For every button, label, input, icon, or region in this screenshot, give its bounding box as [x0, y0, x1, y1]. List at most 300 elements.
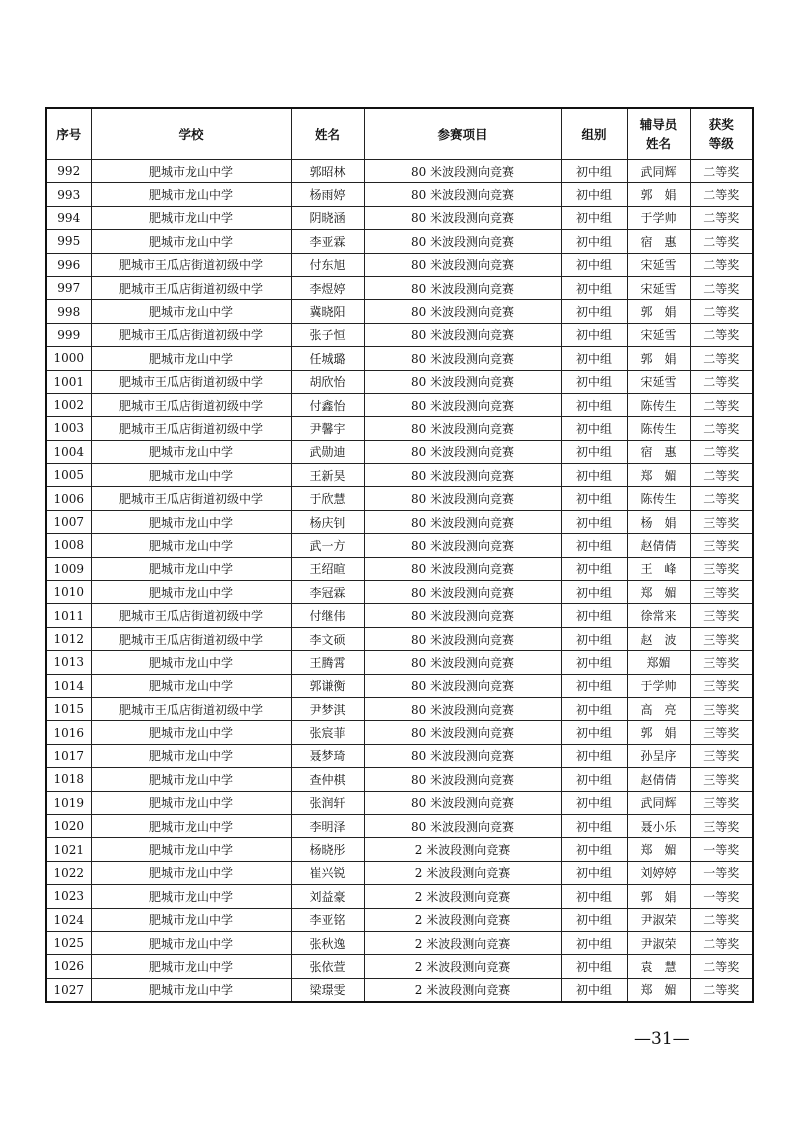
cell-award: 二等奖	[690, 300, 753, 323]
cell-school: 肥城市龙山中学	[91, 160, 291, 183]
cell-index: 1022	[46, 861, 91, 884]
cell-school: 肥城市王瓜店街道初级中学	[91, 370, 291, 393]
cell-school: 肥城市龙山中学	[91, 183, 291, 206]
cell-group: 初中组	[561, 604, 627, 627]
table-row	[46, 651, 753, 674]
cell-group: 初中组	[561, 510, 627, 533]
cell-index: 1021	[46, 838, 91, 861]
cell-school: 肥城市王瓜店街道初级中学	[91, 393, 291, 416]
cell-name: 崔兴锐	[291, 861, 364, 884]
header-award-line1: 获奖	[708, 117, 734, 132]
cell-school: 肥城市龙山中学	[91, 978, 291, 1002]
cell-name: 武勋迪	[291, 440, 364, 463]
awards-table	[45, 107, 754, 1003]
cell-name: 付继伟	[291, 604, 364, 627]
cell-school: 肥城市龙山中学	[91, 838, 291, 861]
cell-award: 三等奖	[690, 510, 753, 533]
cell-award: 二等奖	[690, 393, 753, 416]
cell-school: 肥城市龙山中学	[91, 768, 291, 791]
cell-award: 一等奖	[690, 861, 753, 884]
cell-index: 1026	[46, 955, 91, 978]
cell-name: 郭谦衡	[291, 674, 364, 697]
cell-name: 刘益豪	[291, 885, 364, 908]
cell-event: 80 米波段测向竞赛	[364, 791, 561, 814]
cell-name: 张润轩	[291, 791, 364, 814]
cell-name: 胡欣怡	[291, 370, 364, 393]
cell-event: 80 米波段测向竞赛	[364, 768, 561, 791]
table-row	[46, 721, 753, 744]
cell-award: 三等奖	[690, 768, 753, 791]
cell-school: 肥城市王瓜店街道初级中学	[91, 323, 291, 346]
cell-advisor: 尹淑荣	[627, 931, 690, 954]
table-row	[46, 908, 753, 931]
cell-group: 初中组	[561, 206, 627, 229]
table-row	[46, 674, 753, 697]
cell-award: 三等奖	[690, 814, 753, 837]
cell-index: 1013	[46, 651, 91, 674]
table-row	[46, 604, 753, 627]
cell-group: 初中组	[561, 955, 627, 978]
table-row	[46, 417, 753, 440]
cell-school: 肥城市龙山中学	[91, 651, 291, 674]
cell-event: 80 米波段测向竞赛	[364, 206, 561, 229]
cell-school: 肥城市龙山中学	[91, 931, 291, 954]
table-row	[46, 393, 753, 416]
cell-group: 初中组	[561, 464, 627, 487]
cell-advisor: 郭 娟	[627, 300, 690, 323]
cell-school: 肥城市龙山中学	[91, 955, 291, 978]
cell-event: 80 米波段测向竞赛	[364, 814, 561, 837]
table-row	[46, 557, 753, 580]
cell-school: 肥城市龙山中学	[91, 300, 291, 323]
cell-name: 李明泽	[291, 814, 364, 837]
cell-name: 张子恒	[291, 323, 364, 346]
cell-name: 武一方	[291, 534, 364, 557]
cell-award: 三等奖	[690, 581, 753, 604]
cell-advisor: 陈传生	[627, 417, 690, 440]
cell-advisor: 宋延雪	[627, 370, 690, 393]
cell-award: 三等奖	[690, 674, 753, 697]
header-advisor-line2: 姓名	[645, 136, 671, 151]
header-event: 参赛项目	[364, 108, 561, 160]
table-row	[46, 440, 753, 463]
cell-advisor: 杨 娟	[627, 510, 690, 533]
table-row	[46, 791, 753, 814]
cell-event: 2 米波段测向竞赛	[364, 838, 561, 861]
cell-index: 1005	[46, 464, 91, 487]
cell-advisor: 赵倩倩	[627, 768, 690, 791]
cell-advisor: 郑 媚	[627, 464, 690, 487]
cell-school: 肥城市王瓜店街道初级中学	[91, 697, 291, 720]
cell-group: 初中组	[561, 885, 627, 908]
cell-group: 初中组	[561, 674, 627, 697]
cell-index: 1002	[46, 393, 91, 416]
cell-group: 初中组	[561, 557, 627, 580]
table-row	[46, 931, 753, 954]
cell-event: 80 米波段测向竞赛	[364, 534, 561, 557]
cell-index: 1007	[46, 510, 91, 533]
cell-event: 80 米波段测向竞赛	[364, 183, 561, 206]
cell-index: 1003	[46, 417, 91, 440]
cell-index: 1016	[46, 721, 91, 744]
cell-index: 997	[46, 276, 91, 299]
cell-school: 肥城市龙山中学	[91, 581, 291, 604]
cell-group: 初中组	[561, 417, 627, 440]
cell-name: 付东旭	[291, 253, 364, 276]
cell-index: 1017	[46, 744, 91, 767]
cell-index: 1020	[46, 814, 91, 837]
cell-index: 1000	[46, 347, 91, 370]
cell-group: 初中组	[561, 183, 627, 206]
cell-group: 初中组	[561, 768, 627, 791]
cell-advisor: 郑媚	[627, 651, 690, 674]
cell-event: 80 米波段测向竞赛	[364, 464, 561, 487]
cell-index: 1011	[46, 604, 91, 627]
table-row	[46, 487, 753, 510]
cell-school: 肥城市龙山中学	[91, 674, 291, 697]
cell-group: 初中组	[561, 697, 627, 720]
cell-group: 初中组	[561, 744, 627, 767]
cell-index: 992	[46, 160, 91, 183]
cell-index: 1014	[46, 674, 91, 697]
cell-school: 肥城市王瓜店街道初级中学	[91, 417, 291, 440]
cell-advisor: 高 亮	[627, 697, 690, 720]
cell-group: 初中组	[561, 978, 627, 1002]
cell-group: 初中组	[561, 487, 627, 510]
table-row	[46, 206, 753, 229]
cell-school: 肥城市龙山中学	[91, 534, 291, 557]
table-row	[46, 183, 753, 206]
cell-event: 80 米波段测向竞赛	[364, 744, 561, 767]
table-row	[46, 885, 753, 908]
cell-name: 王新昊	[291, 464, 364, 487]
table-row	[46, 253, 753, 276]
cell-group: 初中组	[561, 300, 627, 323]
cell-group: 初中组	[561, 931, 627, 954]
cell-award: 三等奖	[690, 627, 753, 650]
cell-name: 张秋逸	[291, 931, 364, 954]
table-row	[46, 581, 753, 604]
cell-index: 996	[46, 253, 91, 276]
cell-advisor: 郭 娟	[627, 885, 690, 908]
cell-advisor: 郑 媚	[627, 581, 690, 604]
cell-name: 杨雨婷	[291, 183, 364, 206]
cell-index: 1009	[46, 557, 91, 580]
cell-school: 肥城市王瓜店街道初级中学	[91, 276, 291, 299]
cell-event: 80 米波段测向竞赛	[364, 697, 561, 720]
cell-index: 1012	[46, 627, 91, 650]
cell-index: 1025	[46, 931, 91, 954]
cell-name: 阴晓涵	[291, 206, 364, 229]
cell-event: 80 米波段测向竞赛	[364, 440, 561, 463]
cell-group: 初中组	[561, 230, 627, 253]
cell-index: 994	[46, 206, 91, 229]
cell-name: 聂梦琦	[291, 744, 364, 767]
cell-school: 肥城市龙山中学	[91, 791, 291, 814]
cell-award: 二等奖	[690, 417, 753, 440]
cell-advisor: 郭 娟	[627, 721, 690, 744]
cell-award: 三等奖	[690, 697, 753, 720]
cell-name: 杨晓彤	[291, 838, 364, 861]
cell-event: 80 米波段测向竞赛	[364, 510, 561, 533]
table-body	[46, 160, 753, 1003]
cell-index: 1004	[46, 440, 91, 463]
cell-award: 二等奖	[690, 931, 753, 954]
cell-group: 初中组	[561, 440, 627, 463]
cell-index: 1010	[46, 581, 91, 604]
cell-school: 肥城市龙山中学	[91, 861, 291, 884]
cell-event: 80 米波段测向竞赛	[364, 300, 561, 323]
cell-event: 2 米波段测向竞赛	[364, 955, 561, 978]
cell-name: 冀晓阳	[291, 300, 364, 323]
cell-event: 80 米波段测向竞赛	[364, 604, 561, 627]
cell-advisor: 陈传生	[627, 487, 690, 510]
cell-school: 肥城市王瓜店街道初级中学	[91, 253, 291, 276]
cell-advisor: 郭 娟	[627, 347, 690, 370]
cell-school: 肥城市龙山中学	[91, 744, 291, 767]
cell-school: 肥城市龙山中学	[91, 814, 291, 837]
cell-advisor: 孙呈序	[627, 744, 690, 767]
cell-group: 初中组	[561, 838, 627, 861]
cell-award: 一等奖	[690, 885, 753, 908]
cell-school: 肥城市龙山中学	[91, 347, 291, 370]
cell-event: 80 米波段测向竞赛	[364, 627, 561, 650]
table-row	[46, 300, 753, 323]
table-row	[46, 276, 753, 299]
cell-index: 1015	[46, 697, 91, 720]
cell-name: 梁璟雯	[291, 978, 364, 1002]
header-award-line2: 等级	[708, 136, 734, 151]
header-name: 姓名	[291, 108, 364, 160]
cell-event: 80 米波段测向竞赛	[364, 721, 561, 744]
cell-name: 尹馨宇	[291, 417, 364, 440]
cell-name: 查仲棋	[291, 768, 364, 791]
cell-event: 2 米波段测向竞赛	[364, 931, 561, 954]
cell-advisor: 聂小乐	[627, 814, 690, 837]
cell-name: 尹梦淇	[291, 697, 364, 720]
cell-event: 80 米波段测向竞赛	[364, 487, 561, 510]
page-number: —31—	[634, 1029, 690, 1049]
table-row	[46, 814, 753, 837]
cell-name: 李冠霖	[291, 581, 364, 604]
cell-award: 一等奖	[690, 838, 753, 861]
cell-advisor: 武同辉	[627, 791, 690, 814]
cell-name: 李亚霖	[291, 230, 364, 253]
cell-name: 张依萱	[291, 955, 364, 978]
cell-advisor: 袁 慧	[627, 955, 690, 978]
cell-group: 初中组	[561, 908, 627, 931]
cell-group: 初中组	[561, 160, 627, 183]
cell-school: 肥城市王瓜店街道初级中学	[91, 604, 291, 627]
cell-event: 80 米波段测向竞赛	[364, 347, 561, 370]
table-row	[46, 978, 753, 1002]
table-row	[46, 370, 753, 393]
cell-award: 二等奖	[690, 908, 753, 931]
cell-event: 80 米波段测向竞赛	[364, 651, 561, 674]
cell-name: 付鑫怡	[291, 393, 364, 416]
cell-event: 80 米波段测向竞赛	[364, 370, 561, 393]
cell-award: 二等奖	[690, 347, 753, 370]
cell-award: 三等奖	[690, 651, 753, 674]
cell-event: 80 米波段测向竞赛	[364, 674, 561, 697]
cell-advisor: 郭 娟	[627, 183, 690, 206]
cell-school: 肥城市龙山中学	[91, 510, 291, 533]
cell-index: 1001	[46, 370, 91, 393]
cell-advisor: 尹淑荣	[627, 908, 690, 931]
cell-name: 李亚铭	[291, 908, 364, 931]
cell-group: 初中组	[561, 347, 627, 370]
header-row	[46, 108, 753, 160]
cell-school: 肥城市龙山中学	[91, 908, 291, 931]
cell-event: 80 米波段测向竞赛	[364, 323, 561, 346]
cell-award: 二等奖	[690, 370, 753, 393]
cell-name: 郭昭林	[291, 160, 364, 183]
cell-advisor: 赵 波	[627, 627, 690, 650]
cell-name: 于欣慧	[291, 487, 364, 510]
cell-advisor: 赵倩倩	[627, 534, 690, 557]
table-row	[46, 323, 753, 346]
table-row	[46, 627, 753, 650]
cell-name: 李煜婷	[291, 276, 364, 299]
cell-name: 任城璐	[291, 347, 364, 370]
cell-advisor: 宋延雪	[627, 276, 690, 299]
table-row	[46, 697, 753, 720]
cell-index: 1019	[46, 791, 91, 814]
cell-index: 1024	[46, 908, 91, 931]
cell-group: 初中组	[561, 861, 627, 884]
cell-award: 三等奖	[690, 534, 753, 557]
cell-group: 初中组	[561, 393, 627, 416]
cell-school: 肥城市龙山中学	[91, 557, 291, 580]
table-row	[46, 510, 753, 533]
cell-award: 二等奖	[690, 440, 753, 463]
cell-advisor: 陈传生	[627, 393, 690, 416]
cell-advisor: 郑 媚	[627, 838, 690, 861]
table-row	[46, 955, 753, 978]
cell-event: 80 米波段测向竞赛	[364, 581, 561, 604]
cell-group: 初中组	[561, 370, 627, 393]
cell-index: 1006	[46, 487, 91, 510]
header-school: 学校	[91, 108, 291, 160]
cell-school: 肥城市龙山中学	[91, 885, 291, 908]
cell-event: 80 米波段测向竞赛	[364, 230, 561, 253]
cell-group: 初中组	[561, 323, 627, 346]
cell-school: 肥城市王瓜店街道初级中学	[91, 487, 291, 510]
table-row	[46, 861, 753, 884]
header-index: 序号	[46, 108, 91, 160]
cell-award: 三等奖	[690, 557, 753, 580]
cell-school: 肥城市龙山中学	[91, 721, 291, 744]
cell-advisor: 郑 媚	[627, 978, 690, 1002]
cell-school: 肥城市龙山中学	[91, 440, 291, 463]
cell-advisor: 于学帅	[627, 674, 690, 697]
cell-name: 王绍暄	[291, 557, 364, 580]
cell-event: 2 米波段测向竞赛	[364, 861, 561, 884]
cell-award: 三等奖	[690, 721, 753, 744]
cell-group: 初中组	[561, 627, 627, 650]
cell-group: 初中组	[561, 651, 627, 674]
cell-advisor: 于学帅	[627, 206, 690, 229]
cell-award: 二等奖	[690, 230, 753, 253]
cell-award: 二等奖	[690, 276, 753, 299]
cell-name: 李文硕	[291, 627, 364, 650]
cell-name: 王腾霄	[291, 651, 364, 674]
header-award	[690, 108, 753, 160]
cell-name: 杨庆钊	[291, 510, 364, 533]
cell-award: 二等奖	[690, 323, 753, 346]
cell-event: 80 米波段测向竞赛	[364, 276, 561, 299]
cell-event: 2 米波段测向竞赛	[364, 885, 561, 908]
cell-school: 肥城市王瓜店街道初级中学	[91, 627, 291, 650]
cell-event: 80 米波段测向竞赛	[364, 557, 561, 580]
cell-group: 初中组	[561, 581, 627, 604]
cell-advisor: 宿 惠	[627, 230, 690, 253]
cell-index: 993	[46, 183, 91, 206]
cell-advisor: 徐常来	[627, 604, 690, 627]
cell-school: 肥城市龙山中学	[91, 464, 291, 487]
header-advisor	[627, 108, 690, 160]
table-row	[46, 768, 753, 791]
header-advisor-line1: 辅导员	[639, 117, 678, 132]
cell-group: 初中组	[561, 253, 627, 276]
cell-award: 二等奖	[690, 487, 753, 510]
table-row	[46, 160, 753, 183]
cell-award: 二等奖	[690, 955, 753, 978]
table-row	[46, 744, 753, 767]
cell-award: 二等奖	[690, 160, 753, 183]
cell-group: 初中组	[561, 276, 627, 299]
cell-advisor: 刘婷婷	[627, 861, 690, 884]
header-group: 组别	[561, 108, 627, 160]
cell-index: 1027	[46, 978, 91, 1002]
table-row	[46, 464, 753, 487]
cell-advisor: 宋延雪	[627, 323, 690, 346]
cell-index: 1018	[46, 768, 91, 791]
cell-index: 1008	[46, 534, 91, 557]
cell-index: 998	[46, 300, 91, 323]
cell-advisor: 宿 惠	[627, 440, 690, 463]
table-row	[46, 838, 753, 861]
cell-event: 80 米波段测向竞赛	[364, 393, 561, 416]
cell-event: 80 米波段测向竞赛	[364, 253, 561, 276]
cell-event: 2 米波段测向竞赛	[364, 978, 561, 1002]
cell-award: 二等奖	[690, 183, 753, 206]
cell-index: 999	[46, 323, 91, 346]
cell-event: 80 米波段测向竞赛	[364, 417, 561, 440]
cell-school: 肥城市龙山中学	[91, 206, 291, 229]
cell-group: 初中组	[561, 814, 627, 837]
cell-award: 二等奖	[690, 978, 753, 1002]
table-row	[46, 347, 753, 370]
cell-event: 2 米波段测向竞赛	[364, 908, 561, 931]
cell-advisor: 王 峰	[627, 557, 690, 580]
cell-advisor: 武同辉	[627, 160, 690, 183]
cell-award: 三等奖	[690, 791, 753, 814]
cell-index: 995	[46, 230, 91, 253]
cell-group: 初中组	[561, 721, 627, 744]
cell-school: 肥城市龙山中学	[91, 230, 291, 253]
cell-award: 二等奖	[690, 206, 753, 229]
cell-group: 初中组	[561, 791, 627, 814]
cell-award: 三等奖	[690, 744, 753, 767]
cell-name: 张宸菲	[291, 721, 364, 744]
table-row	[46, 534, 753, 557]
cell-award: 三等奖	[690, 604, 753, 627]
cell-event: 80 米波段测向竞赛	[364, 160, 561, 183]
cell-group: 初中组	[561, 534, 627, 557]
cell-advisor: 宋延雪	[627, 253, 690, 276]
table-row	[46, 230, 753, 253]
